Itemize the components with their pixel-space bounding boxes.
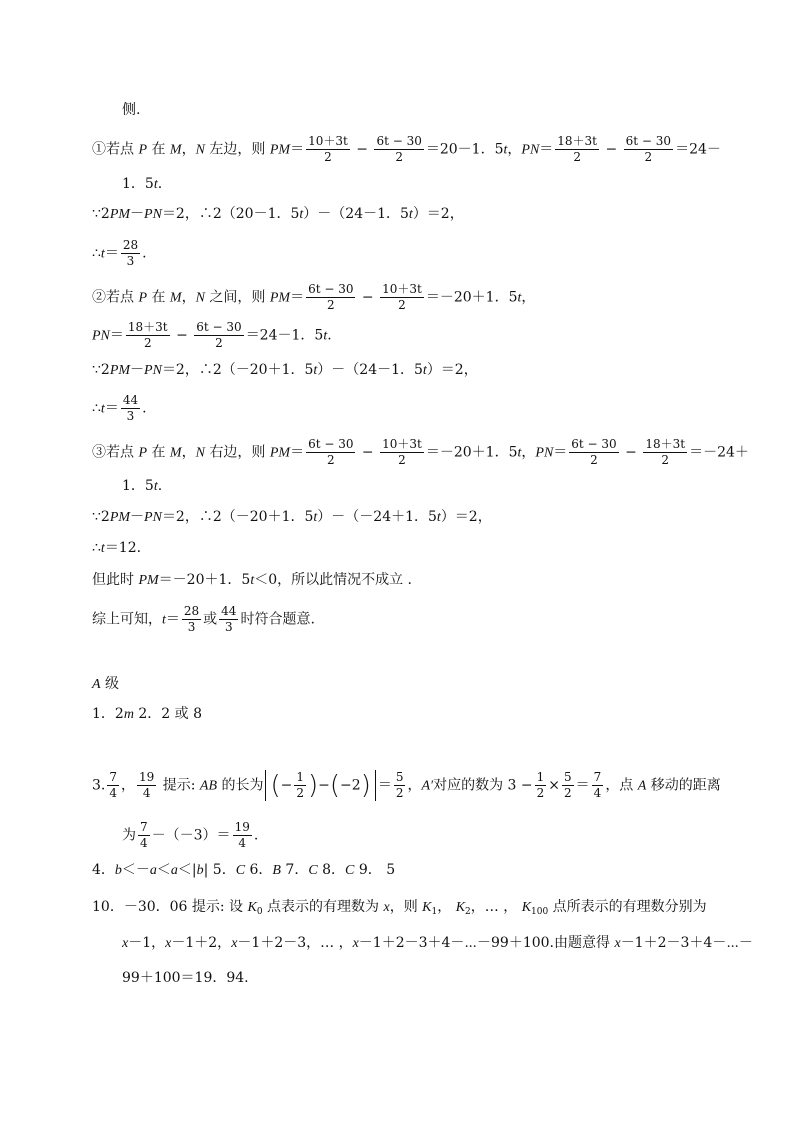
- text: ∴: [92, 400, 101, 417]
- var: t: [100, 541, 105, 556]
- text-line-21: [122, 933, 753, 954]
- absolute-value: [265, 770, 375, 801]
- text: 为: [122, 827, 136, 844]
- text: −: [280, 777, 293, 794]
- numerator: 6t − 30: [308, 437, 354, 451]
- denominator: 2: [573, 150, 581, 164]
- numerator: 7: [593, 770, 602, 784]
- denominator: 2: [395, 150, 403, 164]
- text-line-0: [122, 100, 140, 120]
- text-line-22: [122, 968, 249, 988]
- var: B: [272, 863, 281, 878]
- numerator: 1: [536, 770, 545, 784]
- var: PM: [109, 510, 131, 525]
- numerator: 6t − 30: [376, 134, 422, 148]
- text: ）－（24－1．5: [317, 362, 423, 378]
- fraction: [643, 437, 687, 468]
- denominator: 4: [593, 786, 602, 800]
- numerator: 7: [109, 770, 117, 784]
- var: t: [313, 510, 318, 525]
- denominator: 2: [143, 336, 152, 350]
- text-line-7: [92, 360, 478, 381]
- text: ＝: [553, 444, 568, 461]
- fraction: [194, 320, 243, 351]
- text-line-18: [122, 820, 258, 851]
- text: 8．: [317, 862, 346, 878]
- text: −: [318, 777, 330, 794]
- denominator: 2: [395, 786, 404, 800]
- numerator: 18＋3t: [645, 437, 686, 451]
- fraction: [219, 604, 238, 635]
- var: PN: [144, 363, 162, 378]
- fraction: [121, 393, 140, 424]
- denominator: 3: [224, 620, 233, 634]
- numerator: 10＋3t: [382, 282, 422, 296]
- denominator: 2: [326, 298, 335, 312]
- numerator: 18＋3t: [127, 320, 168, 334]
- text: ×: [548, 777, 561, 794]
- var: a: [170, 863, 178, 878]
- numerator: 19: [234, 820, 250, 834]
- numerator: 19: [139, 770, 155, 784]
- var: t: [503, 142, 508, 158]
- text: ＝－24＋: [689, 444, 749, 461]
- text: ＝2，∴2（－20＋1．5: [161, 509, 314, 525]
- fraction: [380, 282, 424, 313]
- numerator: 10＋3t: [382, 437, 422, 451]
- text: −: [601, 141, 622, 158]
- denominator: 2: [296, 786, 304, 800]
- paren: (: [329, 770, 341, 801]
- fraction: [138, 820, 150, 851]
- fraction: [380, 437, 424, 468]
- text: ）＝2，: [426, 362, 478, 378]
- var: t: [100, 401, 105, 417]
- subscript: 0: [256, 907, 263, 917]
- text: －: [130, 206, 145, 222]
- text-line-12: [92, 538, 141, 559]
- fraction: [233, 820, 252, 851]
- var: K: [521, 900, 532, 915]
- text: ③若点: [92, 444, 139, 461]
- text: −2: [340, 777, 361, 794]
- denominator: 4: [238, 836, 247, 850]
- var: P: [138, 290, 148, 306]
- var: t: [153, 479, 158, 494]
- denominator: 2: [324, 150, 332, 164]
- text: 99＋100＝19．94.: [122, 970, 249, 986]
- text: ＝24－1．5: [245, 327, 324, 344]
- var: K: [455, 900, 466, 915]
- text: 3.: [92, 777, 106, 794]
- subscript: 2: [465, 907, 471, 917]
- fraction: [562, 770, 574, 801]
- var: t: [408, 207, 413, 222]
- text: .: [142, 400, 147, 417]
- text: 综上可知，: [92, 611, 162, 628]
- text: 点表示的有理数为: [262, 899, 384, 915]
- text: ＝: [539, 141, 554, 158]
- text: −: [171, 327, 193, 344]
- var: N: [195, 142, 205, 158]
- fraction: [182, 604, 201, 635]
- var: A: [637, 778, 647, 794]
- fraction: [306, 282, 355, 313]
- text: ，: [121, 777, 135, 794]
- var: C: [308, 863, 318, 878]
- text-line-14: [92, 604, 315, 635]
- numerator: 5: [395, 770, 404, 784]
- section-heading: [92, 674, 119, 695]
- var: M: [169, 142, 182, 158]
- fraction: [137, 770, 156, 801]
- var: t: [313, 363, 318, 378]
- text-line-1: [92, 134, 721, 165]
- text: 侧.: [122, 102, 141, 118]
- numerator: 6t − 30: [571, 437, 617, 451]
- text-line-11: [92, 507, 492, 528]
- text: ，点: [605, 777, 638, 794]
- text: 左边，则: [204, 141, 270, 158]
- text: ）＝2，: [412, 206, 464, 222]
- text: ，: [437, 899, 456, 915]
- text: ＝: [109, 327, 124, 344]
- text: .: [157, 176, 163, 192]
- text: 时符合题意.: [240, 611, 315, 628]
- text: ，: [181, 444, 196, 461]
- var: x: [231, 936, 238, 951]
- numerator: 28: [122, 238, 139, 252]
- denominator: 2: [215, 336, 223, 350]
- text: ＜: [156, 862, 171, 878]
- text: ＝: [575, 777, 590, 794]
- var: PN: [144, 510, 162, 525]
- denominator: 4: [140, 836, 148, 850]
- fraction: [107, 770, 119, 801]
- numerator: 6t − 30: [308, 282, 354, 296]
- text: ∴: [92, 245, 101, 262]
- fraction: [569, 437, 618, 468]
- text: ＝20－1．5: [425, 141, 504, 158]
- paren: ): [360, 770, 371, 801]
- var: K: [247, 900, 257, 915]
- var: PN: [144, 207, 162, 222]
- denominator: 2: [536, 786, 545, 800]
- var: M: [169, 445, 182, 461]
- numerator: 44: [221, 604, 237, 618]
- text: －1＋2－3＋4－⋯－99＋100.由题意得: [358, 935, 615, 951]
- fraction: [306, 437, 355, 468]
- var: t: [517, 445, 522, 461]
- text: ①若点: [92, 141, 139, 158]
- var: t: [517, 290, 522, 306]
- text: ）－（－24＋1．5: [317, 509, 437, 525]
- fraction: [535, 770, 547, 801]
- text: ＜|: [177, 862, 197, 878]
- text: ，: [507, 141, 522, 158]
- text: 对应的数为 3 −: [433, 777, 533, 794]
- text: 在: [147, 289, 170, 306]
- var: b: [196, 863, 204, 878]
- var: PN: [535, 445, 554, 461]
- var: PN: [92, 328, 110, 344]
- var: t: [323, 328, 328, 344]
- paren: (: [270, 770, 281, 801]
- text-line-3: [92, 204, 464, 225]
- text: ）－（24－1．5: [303, 206, 409, 222]
- var: t: [162, 612, 166, 628]
- text: 9． 5: [354, 862, 396, 878]
- text-line-5: [92, 282, 535, 313]
- var: x: [352, 936, 359, 951]
- var: t: [436, 510, 441, 525]
- text: －1，: [128, 935, 166, 951]
- var: x: [122, 936, 129, 951]
- text: 2．2 或 8: [133, 706, 203, 722]
- text: 但此时: [92, 572, 139, 588]
- denominator: 2: [398, 453, 406, 467]
- var: N: [195, 445, 205, 461]
- text: ＝: [290, 141, 305, 158]
- var: PN: [521, 142, 540, 158]
- text: 7．: [280, 862, 309, 878]
- fraction: [306, 134, 350, 165]
- var: t: [250, 573, 255, 588]
- text: 点所表示的有理数分别为: [548, 899, 707, 915]
- text: ，则: [389, 899, 423, 915]
- text: ∵2: [92, 362, 110, 378]
- text: −: [357, 444, 379, 461]
- var: PM: [109, 207, 131, 222]
- text: 级: [100, 676, 120, 692]
- numerator: 44: [122, 393, 139, 407]
- numerator: 7: [140, 820, 148, 834]
- text: ＝2，∴2（20－1．5: [161, 206, 300, 222]
- text: 的长为: [217, 777, 264, 794]
- text-line-2: [122, 174, 162, 195]
- text: ，: [521, 289, 536, 306]
- denominator: 3: [126, 254, 135, 268]
- numerator: 6t − 30: [196, 320, 242, 334]
- text: .: [327, 327, 332, 344]
- text: ，: [521, 444, 536, 461]
- text: 之间，则: [204, 289, 270, 306]
- text: －1＋2－3，… ，: [237, 935, 353, 951]
- text: ＝－20＋1．5: [425, 444, 518, 461]
- text: 6．: [245, 862, 273, 878]
- var: PM: [269, 142, 291, 158]
- var: A′: [421, 778, 434, 794]
- paren: ): [308, 770, 319, 801]
- text: −: [357, 289, 379, 306]
- text: 在: [147, 444, 170, 461]
- var: x: [383, 900, 390, 915]
- denominator: 2: [661, 453, 670, 467]
- text: ）＝2，: [440, 509, 492, 525]
- fraction: [294, 770, 306, 801]
- text: ，… ，: [470, 899, 522, 915]
- text-line-8: [92, 393, 147, 424]
- text: ∵2: [92, 509, 110, 525]
- text: ＝: [104, 400, 119, 417]
- text: 4．: [92, 862, 115, 878]
- text: ＝2，∴2（－20＋1．5: [161, 362, 314, 378]
- text-line-10: [122, 476, 162, 497]
- var: a: [149, 863, 157, 878]
- var: PM: [269, 290, 291, 306]
- text: ＝－20＋1．5: [158, 572, 251, 588]
- subscript: 1: [431, 907, 438, 917]
- text: ∵2: [92, 206, 110, 222]
- text: －1＋2－3＋4－⋯－: [620, 935, 753, 951]
- text: 1．5: [122, 176, 154, 192]
- fraction: [121, 238, 140, 269]
- text: 右边，则: [204, 444, 270, 461]
- var: x: [165, 936, 172, 951]
- var: PM: [269, 445, 291, 461]
- denominator: 2: [398, 298, 406, 312]
- text: 1．2: [92, 706, 124, 722]
- fraction: [374, 134, 423, 165]
- var: N: [195, 290, 205, 306]
- text: ＝: [290, 289, 305, 306]
- text-line-16: [92, 704, 202, 725]
- subscript: 100: [531, 907, 549, 917]
- numerator: 28: [183, 604, 200, 618]
- numerator: 10＋3t: [308, 134, 348, 148]
- numerator: 1: [296, 770, 304, 784]
- text: 10．－30．06 提示: 设: [92, 899, 248, 915]
- text: －: [130, 509, 145, 525]
- var: PM: [109, 363, 131, 378]
- text: −: [351, 141, 373, 158]
- text: －: [130, 362, 145, 378]
- var: C: [235, 863, 246, 878]
- var: t: [100, 246, 105, 262]
- text: ＝24－: [675, 141, 721, 158]
- text: ＝: [104, 245, 119, 262]
- fraction: [126, 320, 170, 351]
- var: x: [614, 936, 621, 951]
- text: 提示:: [158, 777, 200, 794]
- numerator: 6t − 30: [625, 134, 672, 148]
- var: P: [138, 142, 148, 158]
- text-line-9: [92, 437, 749, 468]
- denominator: 2: [590, 453, 598, 467]
- text: 或: [203, 611, 218, 628]
- text: .: [157, 478, 163, 494]
- text-line-20: [92, 897, 707, 922]
- var: K: [422, 900, 432, 915]
- fraction: [592, 770, 604, 801]
- text: −: [620, 444, 642, 461]
- var: C: [345, 863, 355, 878]
- text: ，: [181, 289, 196, 306]
- denominator: 4: [109, 786, 117, 800]
- denominator: 3: [126, 409, 135, 423]
- text: ＝12.: [104, 540, 142, 556]
- fraction: [624, 134, 673, 165]
- text-line-4: [92, 238, 147, 269]
- var: A: [92, 677, 101, 692]
- denominator: 4: [142, 786, 151, 800]
- text: 移动的距离: [646, 777, 721, 794]
- text-line-6: [92, 320, 332, 351]
- text: ＝: [377, 777, 392, 794]
- numerator: 18＋3t: [557, 134, 598, 148]
- text: －1＋2，: [171, 935, 232, 951]
- denominator: 3: [187, 620, 196, 634]
- var: t: [299, 207, 304, 222]
- numerator: 5: [564, 770, 572, 784]
- var: AB: [199, 778, 218, 794]
- var: b: [114, 863, 122, 878]
- text: ∴: [92, 540, 101, 556]
- var: PM: [138, 573, 159, 588]
- var: P: [138, 445, 148, 461]
- text: ，: [181, 141, 196, 158]
- var: t: [153, 177, 158, 192]
- text: ＝: [290, 444, 305, 461]
- text: ，: [407, 777, 422, 794]
- denominator: 2: [644, 150, 653, 164]
- text: .: [253, 827, 259, 844]
- var: m: [123, 707, 134, 722]
- text: .: [142, 245, 147, 262]
- text-line-19: [92, 860, 395, 881]
- text: ＝－20＋1．5: [425, 289, 518, 306]
- text: ＝: [165, 611, 180, 628]
- var: M: [169, 290, 182, 306]
- var: t: [422, 363, 427, 378]
- text-line-17: [92, 770, 721, 801]
- denominator: 2: [326, 453, 335, 467]
- text-line-13: [92, 570, 412, 591]
- text: ＜0，所以此情况不成立 .: [254, 572, 413, 588]
- fraction: [394, 770, 406, 801]
- text: 在: [147, 141, 170, 158]
- text: 1．5: [122, 478, 154, 494]
- text: | 5．: [203, 862, 236, 878]
- text: －（－3）＝: [151, 827, 231, 844]
- fraction: [555, 134, 599, 165]
- text: ＜－: [121, 862, 150, 878]
- denominator: 2: [564, 786, 572, 800]
- text: ②若点: [92, 289, 139, 306]
